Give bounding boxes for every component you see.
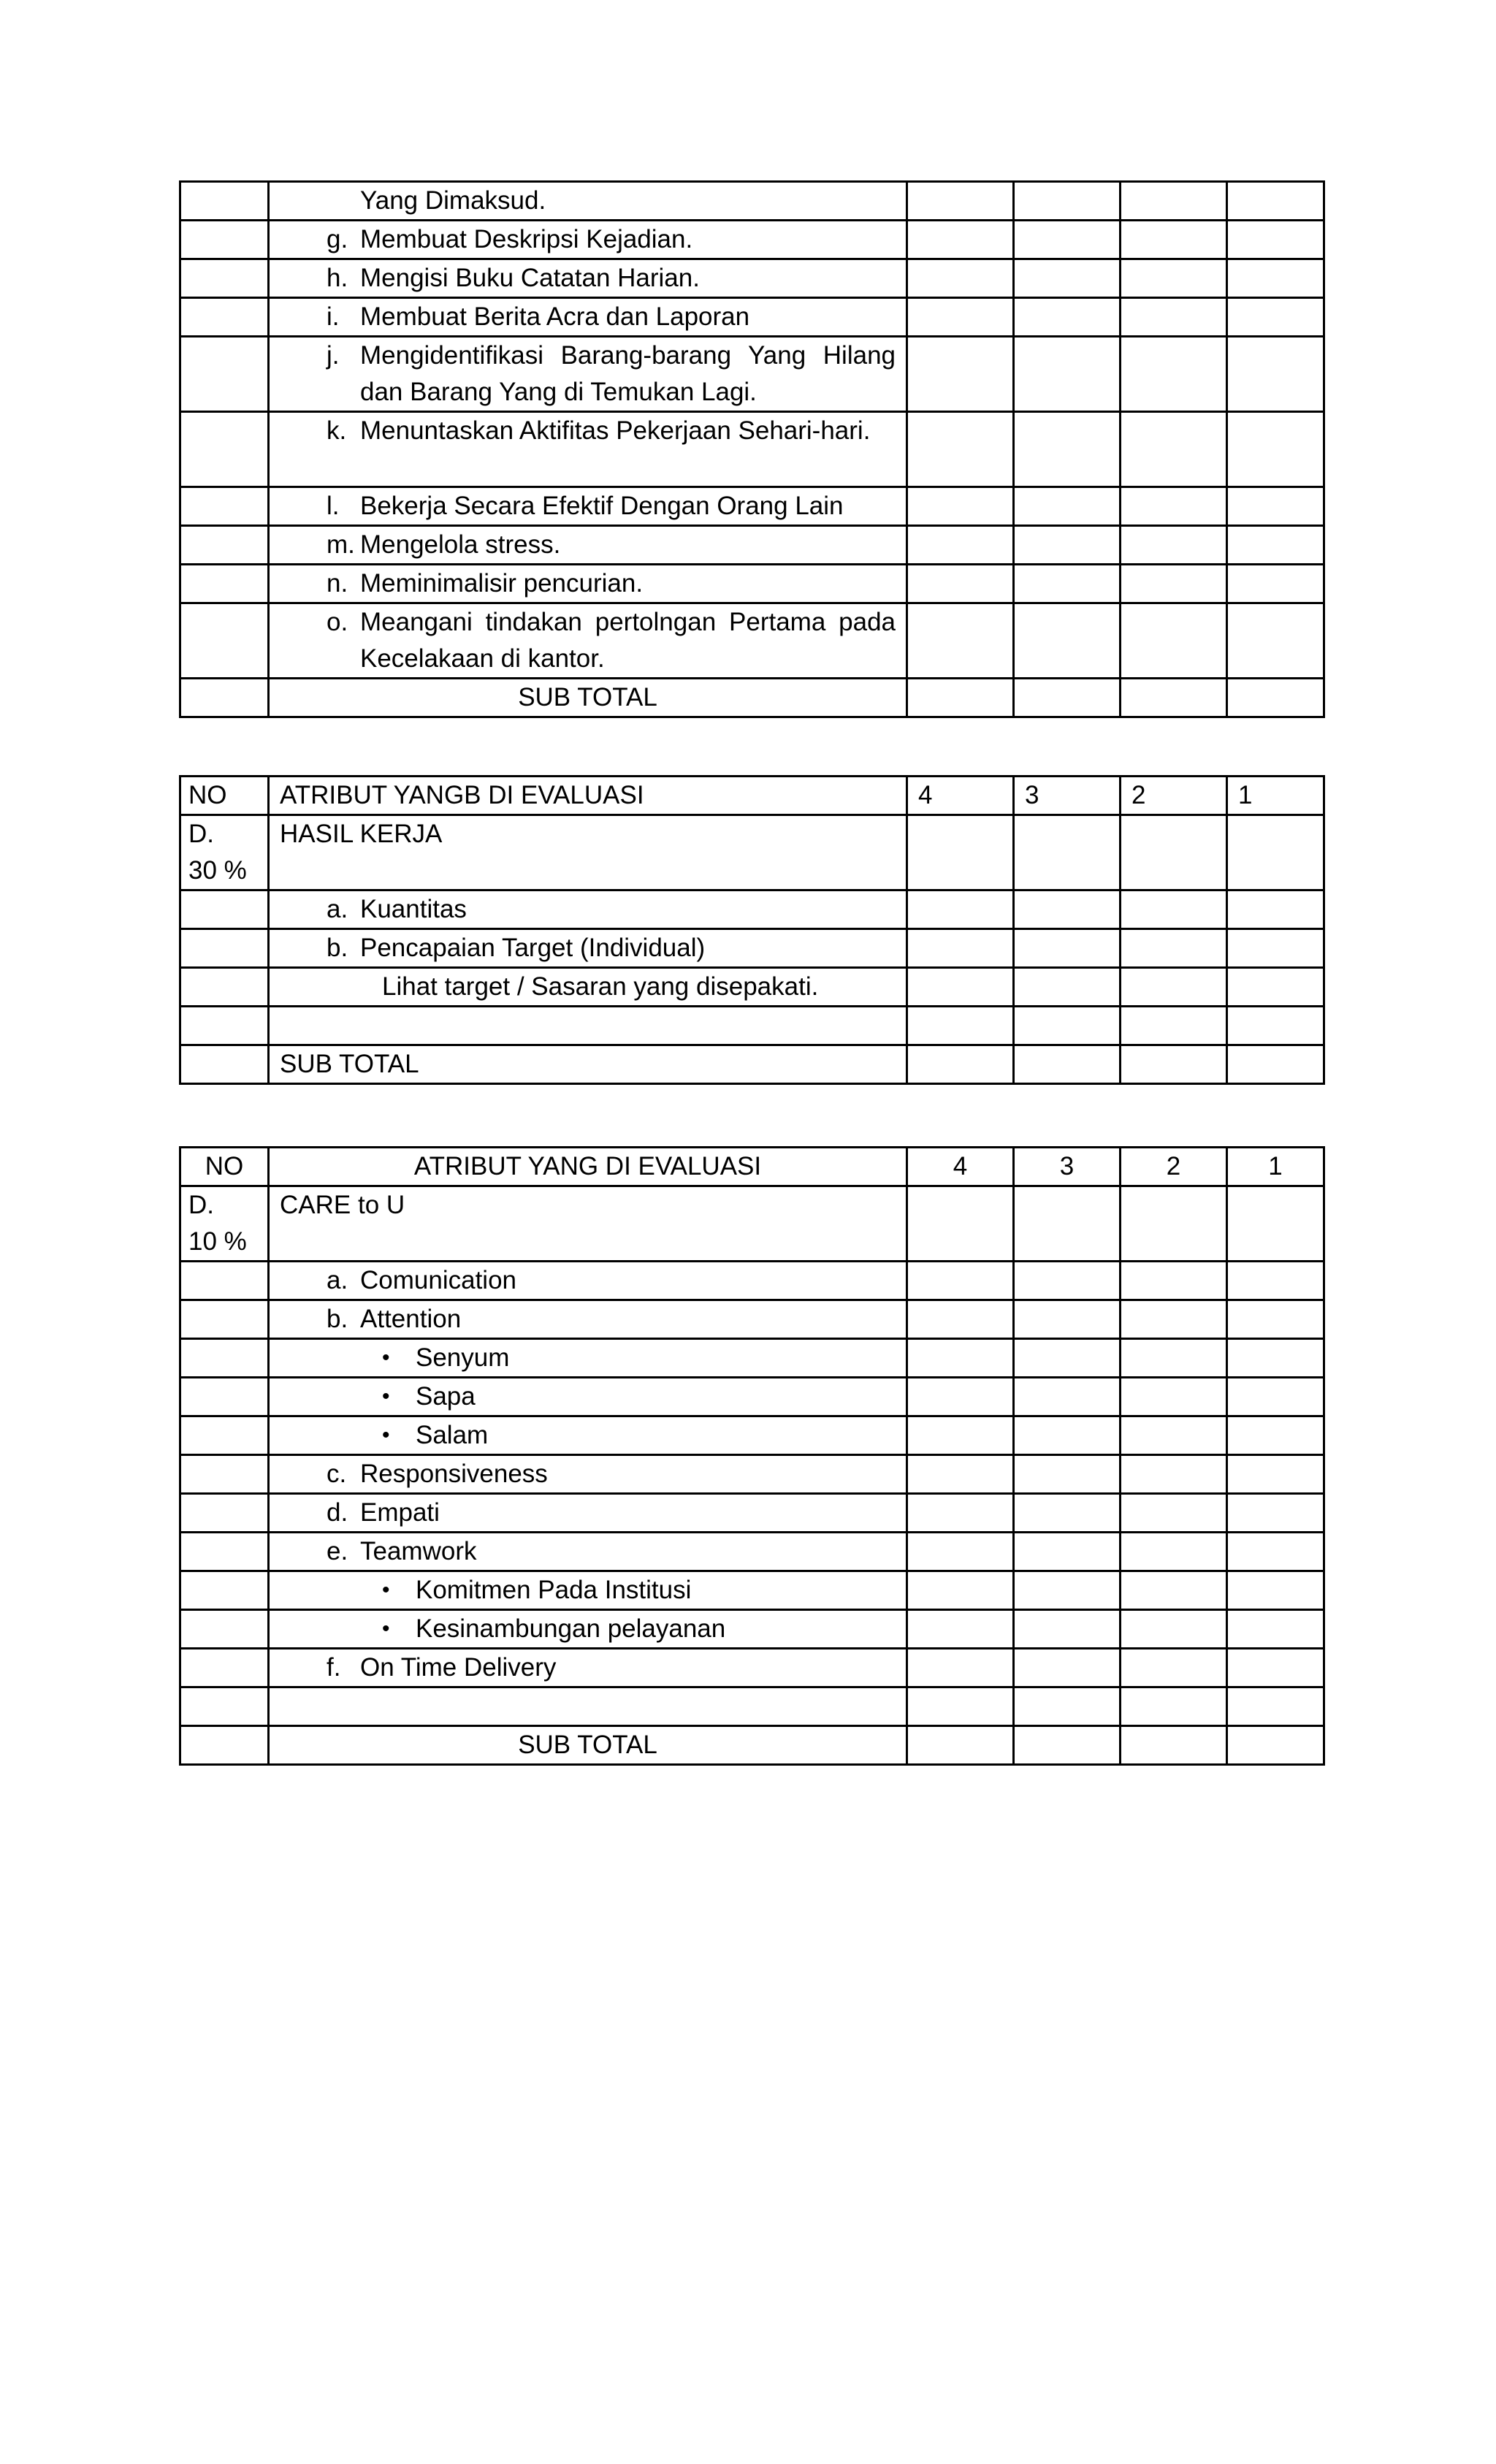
evaluation-table-hasil-kerja [179, 775, 1325, 1085]
table-row-empty [180, 1007, 1324, 1045]
score-cell-2[interactable] [1121, 298, 1227, 337]
score-cell-1[interactable] [1227, 412, 1324, 487]
score-cell-4[interactable] [907, 1007, 1014, 1045]
score-cell-4[interactable] [907, 1649, 1014, 1687]
subtotal-cell-1[interactable] [1227, 1726, 1324, 1765]
score-cell-1[interactable] [1227, 1416, 1324, 1455]
score-cell-1[interactable] [1227, 1186, 1324, 1262]
score-cell-2[interactable] [1121, 815, 1227, 890]
score-cell-3[interactable] [1014, 815, 1121, 890]
table-row [180, 1455, 1324, 1494]
score-cell-4[interactable] [907, 1186, 1014, 1262]
score-cell-2[interactable] [1121, 1494, 1227, 1533]
score-cell-4[interactable] [907, 1339, 1014, 1378]
score-cell-1[interactable] [1227, 1262, 1324, 1300]
table-header-row [180, 1148, 1324, 1186]
list-item: j. Mengidentifikasi Barang-barang Yang Hilang dan Barang Yang di Temukan Lagi. [327, 341, 896, 406]
score-cell-3[interactable] [1014, 565, 1121, 603]
list-item: f. On Time Delivery [327, 1653, 557, 1682]
score-cell-1[interactable] [1227, 565, 1324, 603]
table-row [180, 1262, 1324, 1300]
score-cell-2[interactable] [1121, 526, 1227, 565]
bullet-item: • Sapa [280, 1378, 896, 1415]
bullet-item: • Kesinambungan pelayanan [280, 1611, 896, 1647]
score-cell-4[interactable] [907, 1533, 1014, 1571]
score-cell-4[interactable] [907, 603, 1014, 679]
score-cell-4[interactable] [907, 968, 1014, 1007]
score-cell-3[interactable] [1014, 1339, 1121, 1378]
score-cell-1[interactable] [1227, 1378, 1324, 1416]
bullet-icon: • [382, 1384, 390, 1408]
list-item: g. Membuat Deskripsi Kejadian. [327, 225, 693, 253]
table-row [180, 1649, 1324, 1687]
score-cell-2[interactable] [1121, 1533, 1227, 1571]
subtotal-cell-1[interactable] [1227, 679, 1324, 717]
column-header-score-3: 3 [1014, 1148, 1121, 1186]
score-cell-4[interactable] [907, 412, 1014, 487]
score-cell-4[interactable] [907, 815, 1014, 890]
score-cell-1[interactable] [1227, 1687, 1324, 1726]
table-row [180, 1416, 1324, 1455]
score-cell-1[interactable] [1227, 1455, 1324, 1494]
section-title: HASIL KERJA [269, 815, 907, 890]
column-header-score-3: 3 [1014, 777, 1121, 815]
score-cell-2[interactable] [1121, 1416, 1227, 1455]
bullet-item: • Komitmen Pada Institusi [280, 1572, 896, 1609]
list-item: b. Attention [327, 1305, 462, 1333]
score-cell-4[interactable] [907, 259, 1014, 298]
score-cell-3[interactable] [1014, 526, 1121, 565]
score-cell-3[interactable] [1014, 337, 1121, 412]
table-row [180, 565, 1324, 603]
table-row [180, 603, 1324, 679]
score-cell-3[interactable] [1014, 221, 1121, 259]
score-cell-2[interactable] [1121, 1300, 1227, 1339]
score-cell-4[interactable] [907, 1378, 1014, 1416]
score-cell-4[interactable] [907, 337, 1014, 412]
column-header-no: NO [180, 1148, 269, 1186]
table-row [180, 412, 1324, 487]
score-cell-3[interactable] [1014, 968, 1121, 1007]
score-cell-4[interactable] [907, 1455, 1014, 1494]
score-cell-2[interactable] [1121, 968, 1227, 1007]
score-cell-4[interactable] [907, 1494, 1014, 1533]
score-cell-1[interactable] [1227, 603, 1324, 679]
table-row [180, 1533, 1324, 1571]
list-item: a. Comunication [327, 1266, 516, 1294]
score-cell-4[interactable] [907, 929, 1014, 968]
score-cell-3[interactable] [1014, 298, 1121, 337]
score-cell-1[interactable] [1227, 1339, 1324, 1378]
table-row [180, 221, 1324, 259]
section-number: D. 30 % [180, 815, 269, 890]
bullet-icon: • [382, 1346, 390, 1370]
section-number: D. 10 % [180, 1186, 269, 1262]
score-cell-3[interactable] [1014, 603, 1121, 679]
score-cell-1[interactable] [1227, 1571, 1324, 1610]
column-header-no: NO [180, 777, 269, 815]
score-cell-1[interactable] [1227, 968, 1324, 1007]
subtotal-label: SUB TOTAL [269, 679, 907, 717]
subtotal-cell-1[interactable] [1227, 1045, 1324, 1084]
subtotal-cell-3[interactable] [1014, 679, 1121, 717]
evaluation-table-care [179, 1146, 1325, 1766]
list-item: b. Pencapaian Target (Individual) [327, 934, 706, 962]
subtotal-cell-4[interactable] [907, 1726, 1014, 1765]
target-note: Lihat target / Sasaran yang disepakati. [382, 972, 819, 1001]
subtotal-cell-3[interactable] [1014, 1726, 1121, 1765]
score-cell-2[interactable] [1121, 182, 1227, 221]
table-row [180, 929, 1324, 968]
score-cell-1[interactable] [1227, 1610, 1324, 1649]
score-cell-4[interactable] [907, 890, 1014, 929]
list-item: a. Kuantitas [327, 895, 467, 923]
score-cell-1[interactable] [1227, 1007, 1324, 1045]
score-cell-3[interactable] [1014, 1687, 1121, 1726]
score-cell-3[interactable] [1014, 1186, 1121, 1262]
score-cell-4[interactable] [907, 1687, 1014, 1726]
score-cell-1[interactable] [1227, 487, 1324, 526]
column-header-score-1: 1 [1227, 777, 1324, 815]
column-header-attribute: ATRIBUT YANG DI EVALUASI [269, 1148, 907, 1186]
score-cell-4[interactable] [907, 1416, 1014, 1455]
score-cell-3[interactable] [1014, 182, 1121, 221]
score-cell-1[interactable] [1227, 259, 1324, 298]
bullet-item: • Senyum [280, 1340, 896, 1376]
score-cell-2[interactable] [1121, 259, 1227, 298]
score-cell-3[interactable] [1014, 1378, 1121, 1416]
score-cell-3[interactable] [1014, 412, 1121, 487]
score-cell-1[interactable] [1227, 337, 1324, 412]
section-title: CARE to U [269, 1186, 907, 1262]
score-cell-3[interactable] [1014, 1300, 1121, 1339]
score-cell-4[interactable] [907, 565, 1014, 603]
table-row [180, 1339, 1324, 1378]
subtotal-row [180, 1726, 1324, 1765]
subtotal-label: SUB TOTAL [269, 1726, 907, 1765]
score-cell-3[interactable] [1014, 1007, 1121, 1045]
evaluation-table-1 [179, 180, 1325, 718]
score-cell-2[interactable] [1121, 1262, 1227, 1300]
score-cell-3[interactable] [1014, 1494, 1121, 1533]
column-header-score-1: 1 [1227, 1148, 1324, 1186]
subtotal-row [180, 1045, 1324, 1084]
list-item: d. Empati [327, 1498, 440, 1527]
score-cell-2[interactable] [1121, 1339, 1227, 1378]
score-cell-4[interactable] [907, 1300, 1014, 1339]
subtotal-cell-2[interactable] [1121, 1045, 1227, 1084]
column-header-attribute: ATRIBUT YANGB DI EVALUASI [269, 777, 907, 815]
score-cell-3[interactable] [1014, 1262, 1121, 1300]
score-cell-1[interactable] [1227, 298, 1324, 337]
list-item: k. Menuntaskan Aktifitas Pekerjaan Sehari-hari. [327, 416, 871, 445]
section-row [180, 815, 1324, 890]
score-cell-3[interactable] [1014, 929, 1121, 968]
table-row [180, 968, 1324, 1007]
list-item: m. Mengelola stress. [327, 530, 561, 559]
column-header-score-4: 4 [907, 777, 1014, 815]
subtotal-cell-2[interactable] [1121, 1726, 1227, 1765]
score-cell-4[interactable] [907, 1610, 1014, 1649]
score-cell-1[interactable] [1227, 929, 1324, 968]
score-cell-1[interactable] [1227, 1533, 1324, 1571]
list-item: c. Responsiveness [327, 1460, 548, 1488]
bullet-icon: • [382, 1617, 390, 1641]
score-cell-2[interactable] [1121, 1610, 1227, 1649]
column-header-score-4: 4 [907, 1148, 1014, 1186]
score-cell-3[interactable] [1014, 1649, 1121, 1687]
score-cell-3[interactable] [1014, 1533, 1121, 1571]
score-cell-4[interactable] [907, 298, 1014, 337]
table-row [180, 1378, 1324, 1416]
score-cell-1[interactable] [1227, 221, 1324, 259]
score-cell-2[interactable] [1121, 1687, 1227, 1726]
score-cell-2[interactable] [1121, 565, 1227, 603]
table-row [180, 259, 1324, 298]
subtotal-cell-2[interactable] [1121, 679, 1227, 717]
score-cell-2[interactable] [1121, 412, 1227, 487]
score-cell-4[interactable] [907, 182, 1014, 221]
table-row [180, 182, 1324, 221]
score-cell-3[interactable] [1014, 1416, 1121, 1455]
score-cell-2[interactable] [1121, 603, 1227, 679]
score-cell-1[interactable] [1227, 182, 1324, 221]
score-cell-2[interactable] [1121, 1186, 1227, 1262]
score-cell-3[interactable] [1014, 487, 1121, 526]
list-item: Yang Dimaksud. [360, 186, 546, 215]
score-cell-4[interactable] [907, 526, 1014, 565]
score-cell-2[interactable] [1121, 337, 1227, 412]
subtotal-label: SUB TOTAL [269, 1045, 907, 1084]
score-cell-2[interactable] [1121, 929, 1227, 968]
score-cell-2[interactable] [1121, 1378, 1227, 1416]
list-item: n. Meminimalisir pencurian. [327, 569, 644, 598]
column-header-score-2: 2 [1121, 1148, 1227, 1186]
score-cell-1[interactable] [1227, 1300, 1324, 1339]
table-row [180, 337, 1324, 412]
score-cell-1[interactable] [1227, 815, 1324, 890]
table-row [180, 890, 1324, 929]
bullet-icon: • [382, 1423, 390, 1447]
list-item: l. Bekerja Secara Efektif Dengan Orang Lain [327, 492, 844, 520]
table-row [180, 1494, 1324, 1533]
table-row [180, 1300, 1324, 1339]
score-cell-2[interactable] [1121, 1649, 1227, 1687]
score-cell-3[interactable] [1014, 1571, 1121, 1610]
score-cell-3[interactable] [1014, 1610, 1121, 1649]
score-cell-1[interactable] [1227, 526, 1324, 565]
score-cell-2[interactable] [1121, 1571, 1227, 1610]
score-cell-4[interactable] [907, 487, 1014, 526]
table-row [180, 526, 1324, 565]
section-row [180, 1186, 1324, 1262]
subtotal-cell-4[interactable] [907, 679, 1014, 717]
table-header-row [180, 777, 1324, 815]
table-row [180, 1571, 1324, 1610]
score-cell-4[interactable] [907, 1262, 1014, 1300]
table-row-empty [180, 1687, 1324, 1726]
score-cell-2[interactable] [1121, 890, 1227, 929]
table-row [180, 1610, 1324, 1649]
score-cell-1[interactable] [1227, 890, 1324, 929]
score-cell-3[interactable] [1014, 890, 1121, 929]
bullet-icon: • [382, 1578, 390, 1602]
table-row [180, 487, 1324, 526]
list-item: o. Meangani tindakan pertolngan Pertama pada Kecelakaan di kantor. [327, 608, 896, 673]
column-header-score-2: 2 [1121, 777, 1227, 815]
score-cell-3[interactable] [1014, 259, 1121, 298]
table-row [180, 298, 1324, 337]
score-cell-2[interactable] [1121, 1007, 1227, 1045]
score-cell-1[interactable] [1227, 1494, 1324, 1533]
list-item: e. Teamwork [327, 1537, 477, 1565]
subtotal-cell-3[interactable] [1014, 1045, 1121, 1084]
subtotal-cell-4[interactable] [907, 1045, 1014, 1084]
score-cell-2[interactable] [1121, 1455, 1227, 1494]
bullet-item: • Salam [280, 1417, 896, 1454]
score-cell-2[interactable] [1121, 487, 1227, 526]
score-cell-4[interactable] [907, 221, 1014, 259]
score-cell-4[interactable] [907, 1571, 1014, 1610]
subtotal-row [180, 679, 1324, 717]
score-cell-2[interactable] [1121, 221, 1227, 259]
score-cell-3[interactable] [1014, 1455, 1121, 1494]
list-item: i. Membuat Berita Acra dan Laporan [327, 302, 750, 331]
list-item: h. Mengisi Buku Catatan Harian. [327, 264, 700, 292]
score-cell-1[interactable] [1227, 1649, 1324, 1687]
